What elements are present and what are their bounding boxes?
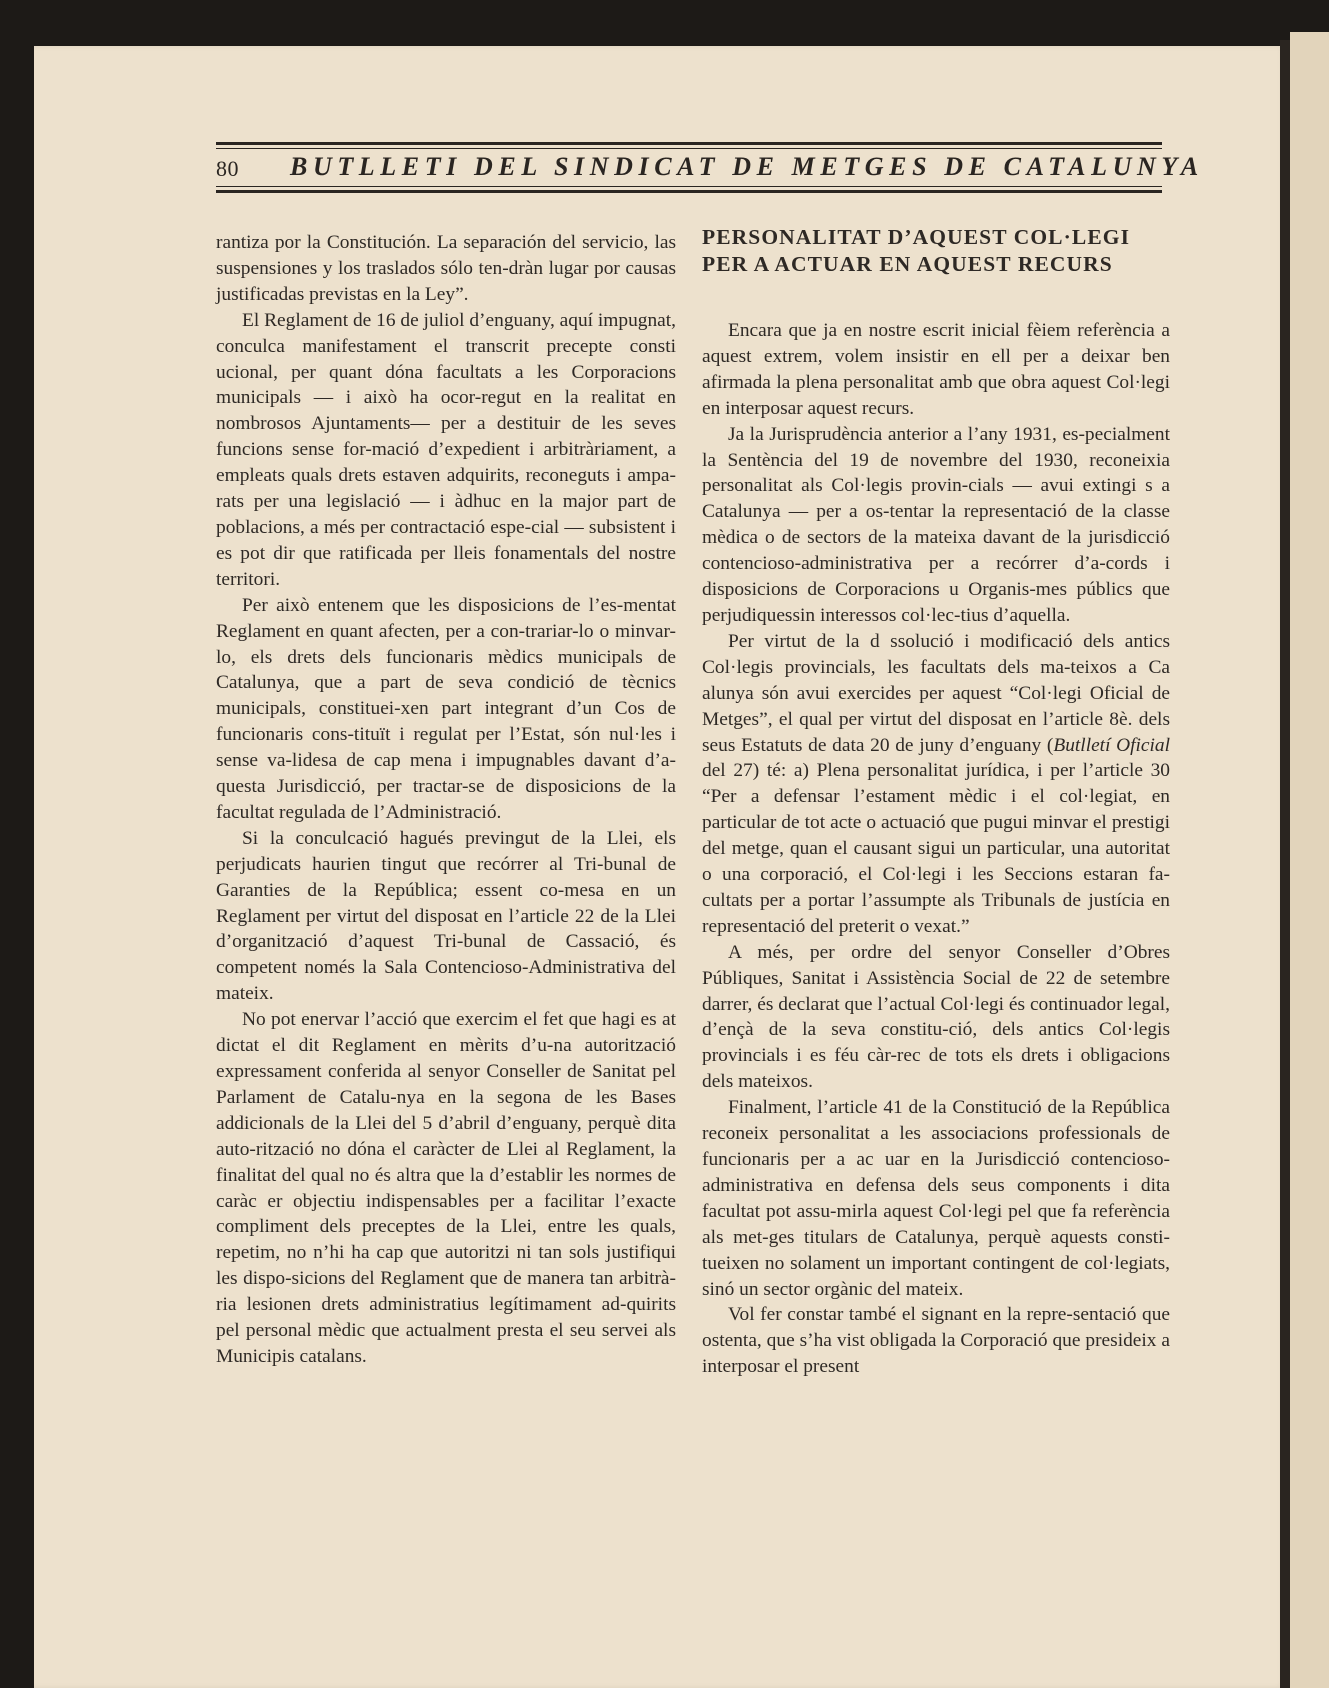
paragraph: El Reglament de 16 de juliol d’enguany, aquí impugnat, conculca manifestament el transcrit precepte consti ucional, per quant dóna facultats a les Corporacions municipals — i això ha ocor-regut en la realitat en nombrosos Ajuntaments— per a destituir de les seves funcions sense for-mació d’expedient i arbitràriament, a empleats quals drets estaven adquirits, reconeguts i ampa-rats per una legislació — i àdhuc en la major part de poblacions, a més per contractació espe-cial — subsistent i es pot dir que ratificada per lleis fonamentals del nostre territori.: [216, 309, 676, 590]
paragraph: [702, 629, 1170, 940]
publication-title: Butlletí Oficial: [1053, 734, 1171, 756]
paragraph: rantiza por la Constitución. La separación del servicio, las suspensiones y los traslados sólo ten-dràn lugar por causas justificadas previstas en la Ley”.: [216, 232, 676, 305]
header-rule: [216, 190, 1162, 193]
paragraph-text: del 27) té: a) Plena personalitat jurídica, i per l’article 30 “Per a defensar l’estament mèdic i el col·legiat, en particular de tot acte o actuació que pugui minvar el prestigi del metge, quan el causant sigui un particular, una autoritat o una corporació, el Col·legi i les Seccions estaran fa-cultats per a portar l’assumpte als Tribunals de justícia en representació del preterit o vexat.”: [702, 760, 1170, 937]
paragraph: Per això entenem que les disposicions de l’es-mentat Reglament en quant afecten, per a con-trariar-lo o minvar-lo, els drets dels funcionaris mèdics municipals de Catalunya, que a part de seva condició de tècnics municipals, constituei-xen part integrant d’un Cos de funcionaris cons-tituït i regulat per l’Estat, són nul·les i sense va-lidesa de cap mena i impugnables davant d’a-questa Jurisdicció, per tractar-se de disposicions de la facultat regulada de l’Administració.: [216, 594, 676, 823]
paragraph-text: Per virtut de la d ssolució i modificació dels antics Col·legis provincials, les facultats dels ma-teixos a Ca alunya són avui exercides per aquest “Col·legi Oficial de Metges”, el qual per virtut del disposat en l’article 8è. dels seus Estatuts de data 20 de juny d’enguany (: [702, 630, 1170, 756]
paragraph: Finalment, l’article 41 de la Constitució de la República reconeix personalitat a les associacions professionals de funcionaris per a ac uar en la Jurisdicció contencioso-administrativa en defensa dels seus components i dita facultat pot assu-mirla aquest Col·legi pel que fa referència als met-ges titulars de Catalunya, perquè aquests consti-tueixen no solament un important contingent de col·legiats, sinó un sector orgànic del mateix.: [702, 1097, 1170, 1300]
header-rule: [216, 186, 1162, 187]
paragraph: No pot enervar l’acció que exercim el fet que hagi es at dictat el dit Reglament en mèrits d’u-na autorització expressament conferida al senyor Conseller de Sanitat pel Parlament de Catalu-nya en la segona de les Bases addicionals de la Llei del 5 d’abril d’enguany, perquè dita auto-rització no dóna el caràcter de Llei al Reglament, la finalitat del qual no és altra que la d’establir les normes de caràc er objectiu indispensables per a facilitar l’exacte compliment dels preceptes de la Llei, entre les quals, repetim, no n’hi ha cap que autoritzi ni tan sols justifiqui les dispo-sicions del Reglament que de manera tan arbitrà-ria lesionen drets administratius legítimament ad-quirits pel personal mèdic que actualment presta el seu servei als Municipis catalans.: [216, 1009, 676, 1367]
paragraph: Encara que ja en nostre escrit inicial fèiem referència a aquest extrem, volem insistir en ell per a deixar ben afirmada la plena personalitat amb que obra aquest Col·legi en interposar aquest recurs.: [702, 320, 1170, 419]
page-gutter: [1280, 40, 1290, 1688]
section-heading-line: PERSONALITAT D’AQUEST COL·LEGI: [702, 225, 1131, 249]
section-heading-line: PER A ACTUAR EN AQUEST RECURS: [702, 252, 1113, 276]
paragraph: Vol fer constar també el signant en la repre-sentació que ostenta, que s’ha vist obligada la Corporació que presideix a interposar el present: [702, 1304, 1170, 1378]
section-heading: [702, 224, 1170, 278]
facing-page-edge: [1290, 32, 1329, 1688]
left-column: [216, 230, 676, 1370]
paragraph: Ja la Jurisprudència anterior a l’any 1931, es-pecialment la Sentència del 19 de novembre del 1930, reconeixia personalitat als Col·legis provin-cials — avui extingi s a Catalunya — per a os-tentar la representació de la classe mèdica o de sectors de la mateixa davant de la jurisdicció contencioso-administrativa per a recórrer d’a-cords i disposicions de Corporacions u Organis-mes públics que perjudiquessin interessos col·lec-tius d’aquella.: [702, 423, 1170, 626]
header-rule: [216, 142, 1162, 145]
running-header: [216, 142, 1204, 197]
journal-title: BUTLLETI DEL SINDICAT DE METGES DE CATALUNYA: [290, 152, 1204, 181]
page-number: 80: [216, 156, 239, 181]
paragraph: Si la conculcació hagués previngut de la Llei, els perjudicats haurien tingut que recórrer al Tri-bunal de Garanties de la República; essent co-mesa en un Reglament per virtut del disposat en l’article 22 de la Llei d’organització d’aquest Tri-bunal de Cassació, és competent només la Sala Contencioso-Administrativa del mateix.: [216, 827, 676, 1005]
paragraph: A més, per ordre del senyor Conseller d’Obres Públiques, Sanitat i Assistència Social de 22 de setembre darrer, és declarat que l’actual Col·legi és continuador legal, d’ençà de la seva constitu-ció, dels antics Col·legis provincials i es féu càr-rec de tots els drets i obligacions dels mateixos.: [702, 941, 1170, 1093]
right-column: [702, 224, 1170, 1380]
header-rule: [216, 148, 1162, 149]
